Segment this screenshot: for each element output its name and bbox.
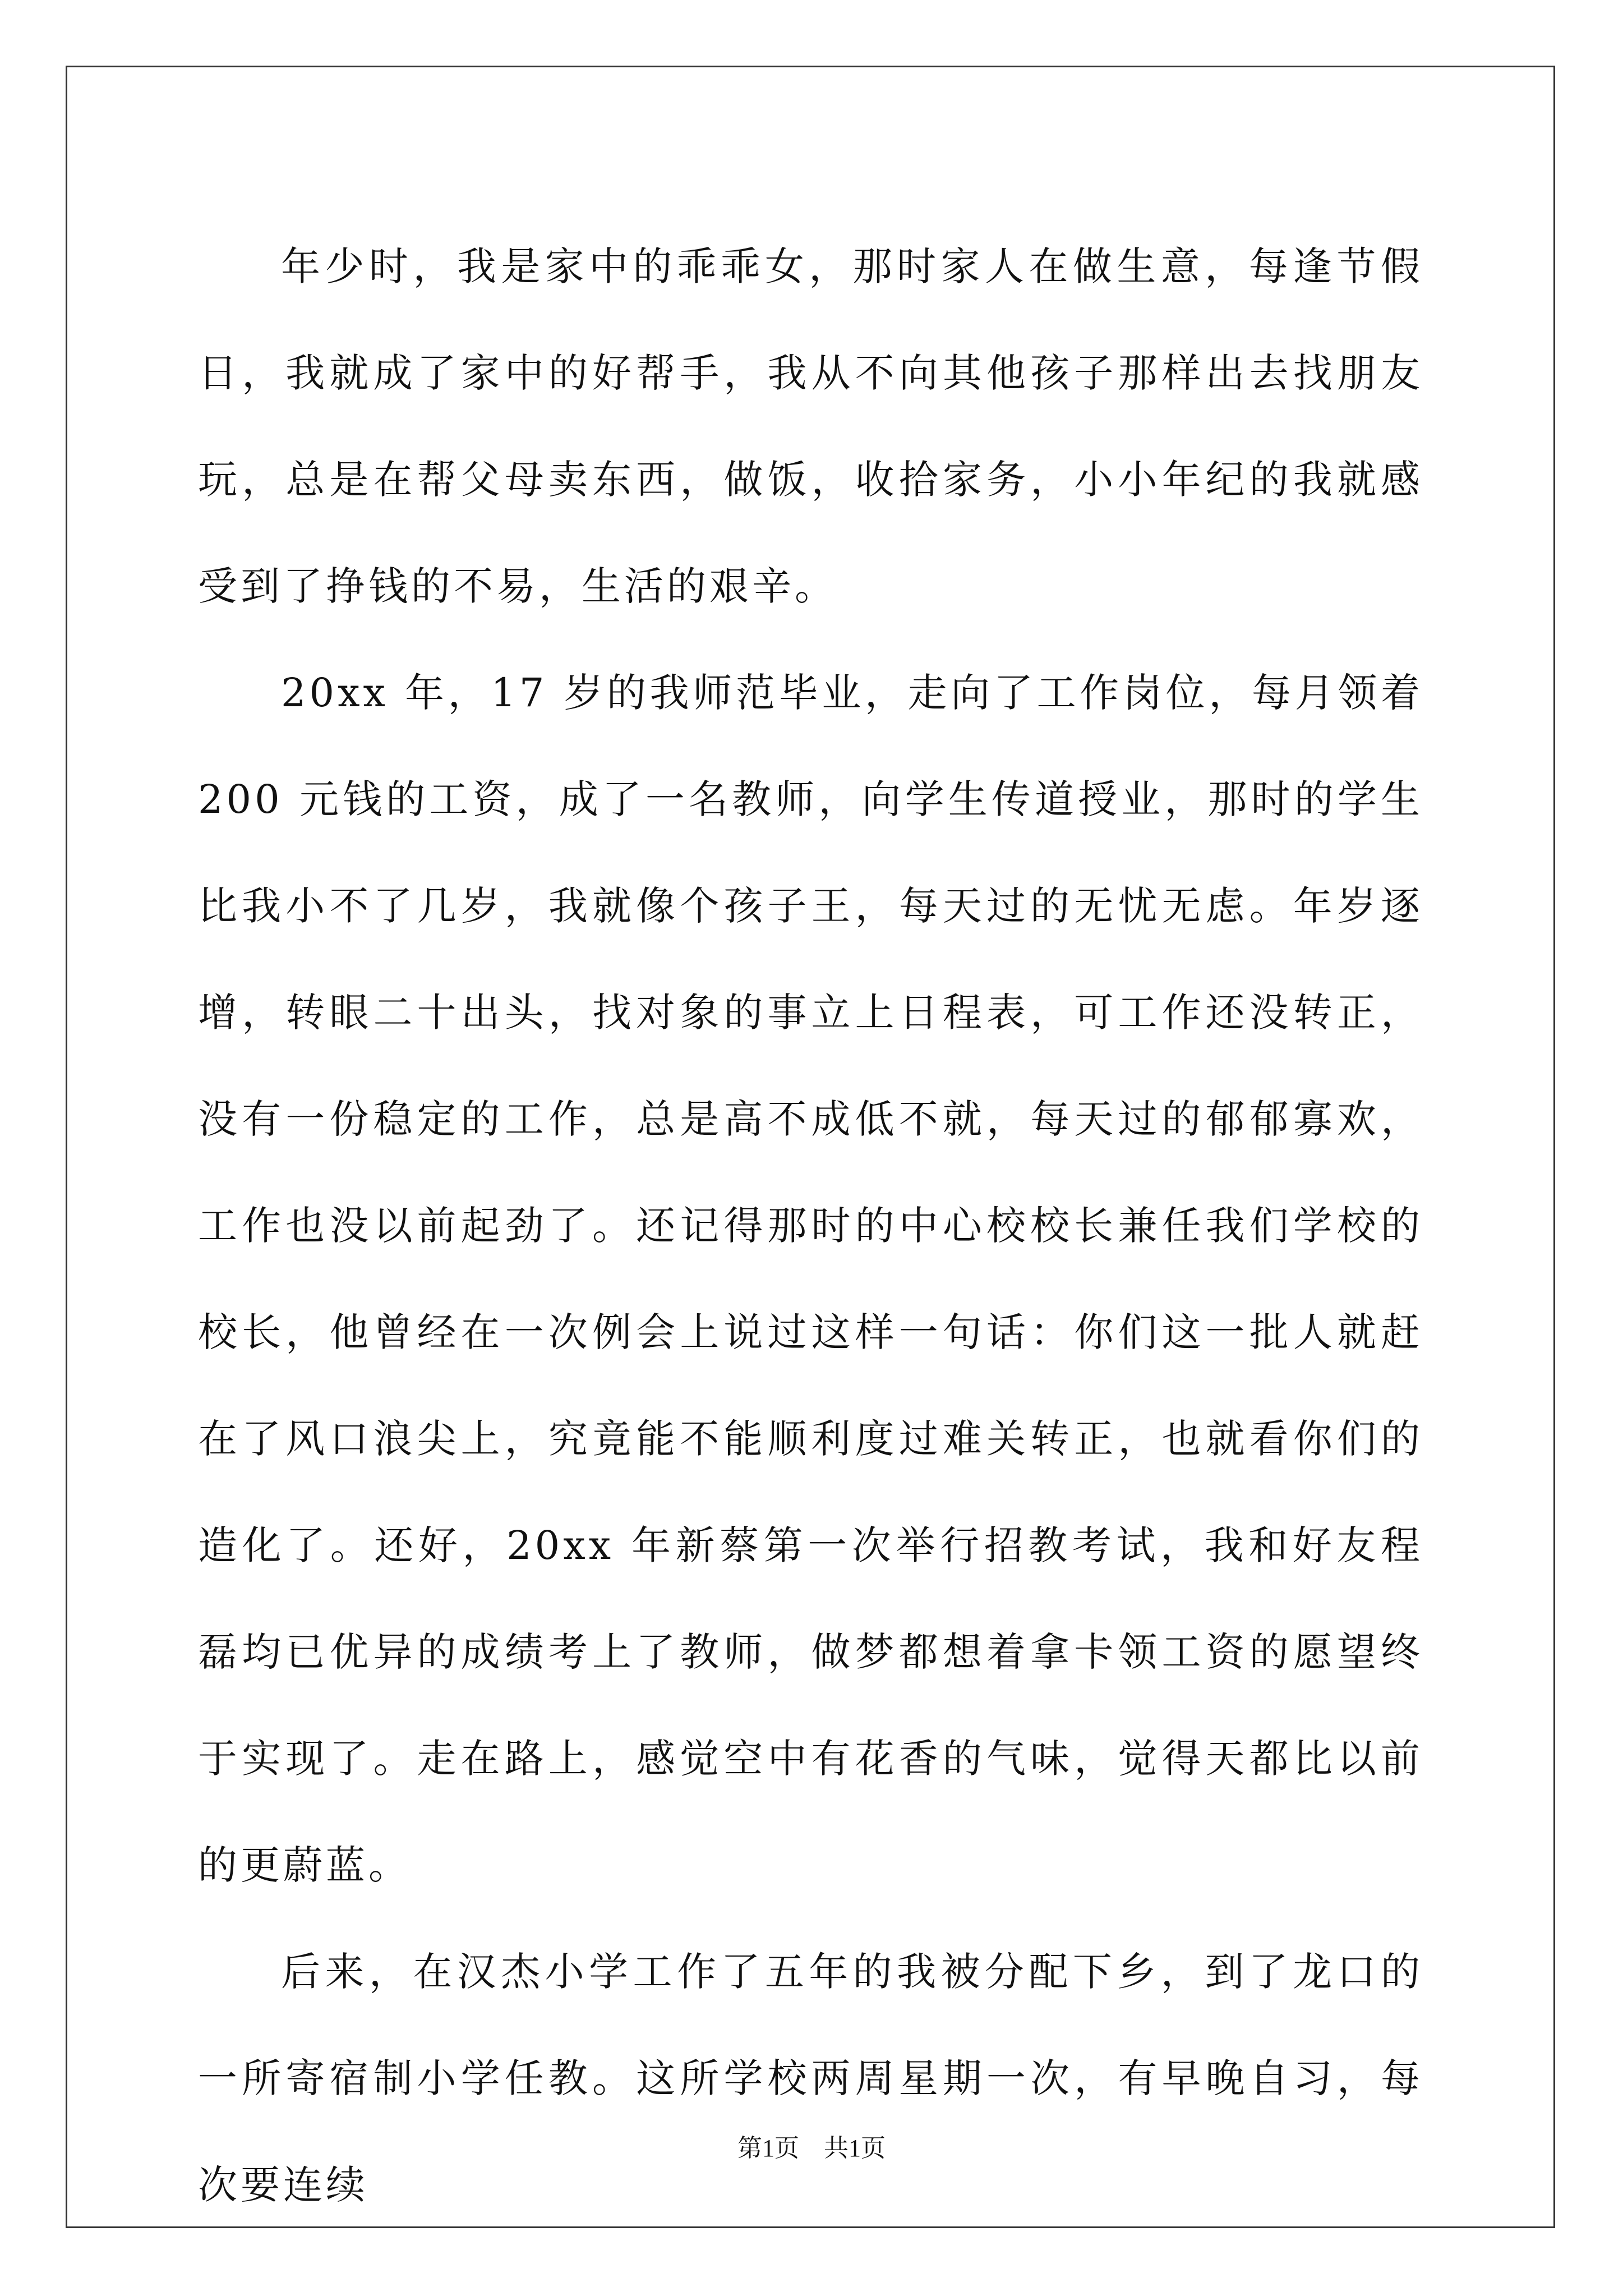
page-number-footer: 第1页 共1页 xyxy=(737,2134,886,2162)
paragraph-1: 年少时，我是家中的乖乖女，那时家人在做生意，每逢节假日，我就成了家中的好帮手，我从不向其他孩子那样出去找朋友玩，总是在帮父母卖东西，做饭，收拾家务，小小年纪的我就感受到了挣钱的不易，生活的艰辛。 xyxy=(198,243,1423,609)
paragraph-2: 20xx 年，17 岁的我师范毕业，走向了工作岗位，每月领着 200 元钱的工资，成了一名教师，向学生传道授业，那时的学生比我小不了几岁，我就像个孩子王，每天过的无忧无虑。年岁逐增，转眼二十出头，找对象的事立上日程表，可工作还没转正，没有一份稳定的工作，总是高不成低不就，每天过的郁郁寡欢，工作也没以前起劲了。还记得那时的中心校校长兼任我们学校的校长，他曾经在一次例会上说过这样一句话：你们这一批人就赶在了风口浪尖上，究竟能不能顺利度过难关转正，也就看你们的造化了。还好，20xx 年新蔡第一次举行招教考试，我和好友程磊均已优异的成绩考上了教师，做梦都想着拿卡领工资的愿望终于实现了。走在路上，感觉空中有花香的气味，觉得天都比以前的更蔚蓝。 xyxy=(198,670,1423,1888)
document-body xyxy=(198,213,1423,2238)
paragraph-3: 后来，在汉杰小学工作了五年的我被分配下乡，到了龙口的一所寄宿制小学任教。这所学校两周星期一次，有早晚自习，每次要连续 xyxy=(198,1949,1423,2208)
